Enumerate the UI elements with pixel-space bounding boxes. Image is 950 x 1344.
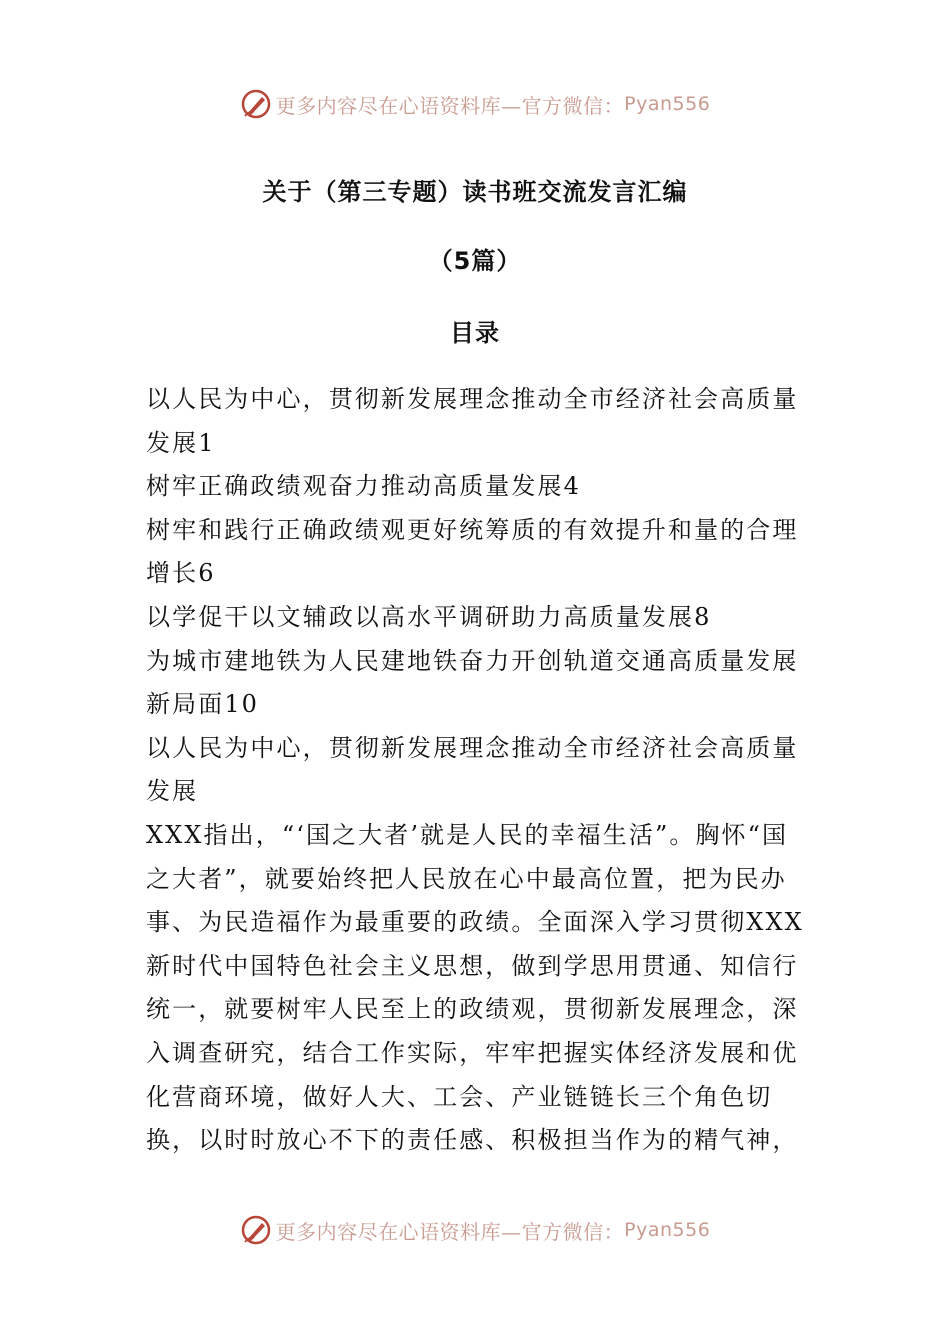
toc-item-text: 以学促干以文辅政以高水平调研助力高质量发展 bbox=[146, 602, 695, 631]
document-count: （5篇） bbox=[428, 247, 522, 275]
watermark-wechat-id: Pyan556 bbox=[624, 93, 711, 115]
document-title: 关于（第三专题）读书班交流发言汇编 bbox=[262, 178, 688, 206]
toc-item-text: 树牢和践行正确政绩观更好统筹质的有效提升和量的合理增长 bbox=[146, 515, 799, 588]
toc-item-page: 8 bbox=[694, 602, 712, 631]
article-paragraph: XXX指出，“‘国之大者’就是人民的幸福生活”。胸怀“国之大者”，就要始终把人民放在心中最高位置，把为民办事、为民造福作为最重要的政绩。全面深入学习贯彻XXX新时代中国特色社会主义思想，做到学思用贯通、知信行统一，就要树牢人民至上的政绩观，贯彻新发展理念，深入调查研究，结合工作实际，牢牢把握实体经济发展和优化营商环境，做好人大、工会、产业链链长三个角色切换，以时时放心不下的责任感、积极担当作为的精气神， bbox=[146, 820, 804, 1155]
toc-heading: 目录 bbox=[450, 319, 500, 347]
toc-item[interactable] bbox=[146, 509, 808, 596]
toc-item-text: 以人民为中心，贯彻新发展理念推动全市经济社会高质量发展 bbox=[146, 385, 799, 457]
toc-item[interactable] bbox=[146, 465, 808, 509]
toc-item-page: 1 bbox=[198, 428, 216, 457]
watermark-wechat-id: Pyan556 bbox=[624, 1219, 711, 1241]
watermark-footer bbox=[0, 1210, 950, 1250]
pen-circle-logo-icon bbox=[240, 88, 272, 120]
toc-item[interactable] bbox=[146, 640, 808, 727]
toc-item-text: 为城市建地铁为人民建地铁奋力开创轨道交通高质量发展新局面 bbox=[146, 646, 799, 719]
toc-item-page: 4 bbox=[563, 472, 581, 501]
toc-item-text: 树牢正确政绩观奋力推动高质量发展 bbox=[146, 472, 564, 501]
watermark-text: 更多内容尽在心语资料库—官方微信： bbox=[275, 93, 625, 118]
toc-item[interactable] bbox=[146, 596, 808, 640]
toc-item[interactable] bbox=[146, 378, 808, 465]
toc-item-page: 10 bbox=[224, 690, 260, 719]
article-heading: 以人民为中心，贯彻新发展理念推动全市经济社会高质量发展 bbox=[146, 733, 799, 806]
pen-circle-logo-icon bbox=[240, 1214, 272, 1246]
toc-item-page: 6 bbox=[198, 559, 216, 588]
document-body bbox=[146, 378, 808, 1163]
table-of-contents bbox=[146, 378, 808, 727]
watermark-text: 更多内容尽在心语资料库—官方微信： bbox=[275, 1219, 625, 1244]
watermark-header bbox=[0, 84, 950, 124]
